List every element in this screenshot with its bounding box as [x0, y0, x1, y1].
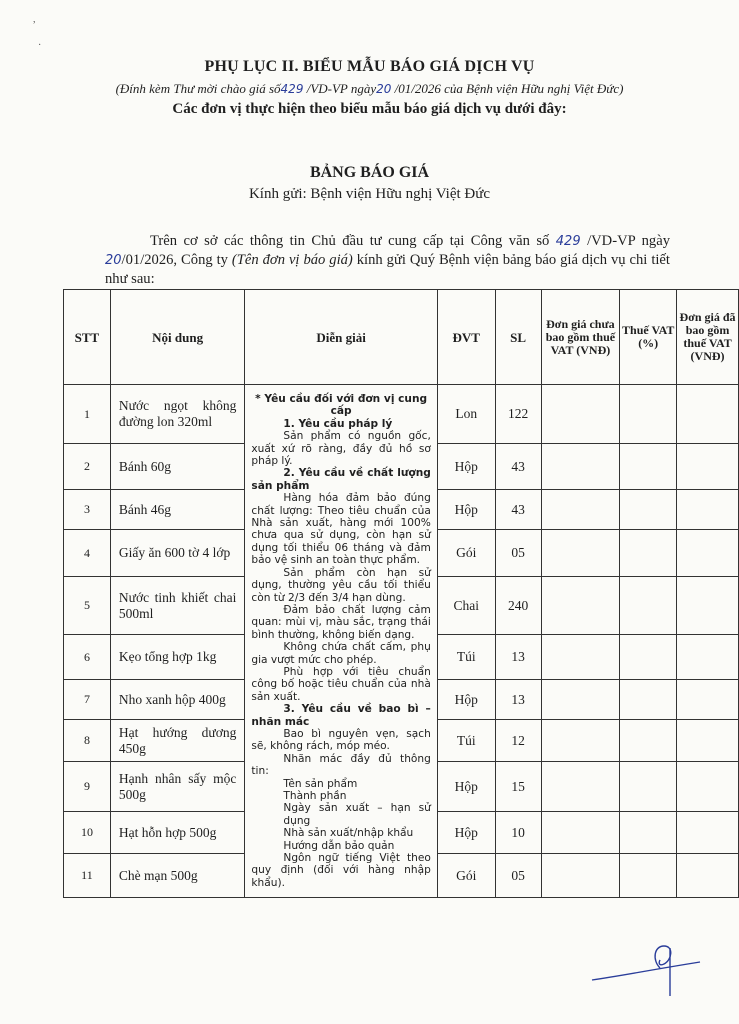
row-qty: 10 — [495, 812, 541, 854]
recipient-line: Kính gửi: Bệnh viện Hữu nghị Việt Đức — [248, 186, 491, 202]
unit-note: Các đơn vị thực hiện theo biểu mẫu báo giá dịch vụ dưới đây: — [172, 101, 567, 117]
row-price-inc-vat[interactable] — [677, 385, 739, 444]
row-vat[interactable] — [620, 635, 677, 680]
intro-handwritten-day: 20 — [105, 253, 122, 268]
row-price-ex-vat[interactable] — [541, 854, 620, 898]
header-content: Nội dung — [110, 290, 245, 385]
row-price-ex-vat[interactable] — [541, 635, 620, 680]
header-unit: ĐVT — [437, 290, 495, 385]
row-unit: Túi — [437, 720, 495, 762]
row-stt: 6 — [64, 635, 111, 680]
row-qty: 13 — [495, 680, 541, 720]
quote-board-title: BẢNG BÁO GIÁ — [309, 164, 430, 181]
row-price-ex-vat[interactable] — [541, 490, 620, 530]
header-stt: STT — [64, 290, 111, 385]
handwritten-doc-number: 429 — [280, 82, 304, 96]
row-qty: 43 — [495, 490, 541, 530]
row-stt: 10 — [64, 812, 111, 854]
appendix-subtitle: (Đính kèm Thư mời chào giá số429 /VD-VP ngày20 /01/2026 của Bệnh viện Hữu nghị Việt Đức) — [115, 81, 624, 96]
row-vat[interactable] — [620, 577, 677, 635]
row-price-inc-vat[interactable] — [677, 635, 739, 680]
row-vat[interactable] — [620, 720, 677, 762]
row-stt: 9 — [64, 762, 111, 812]
row-vat[interactable] — [620, 385, 677, 444]
row-qty: 13 — [495, 635, 541, 680]
row-name: Bánh 60g — [110, 444, 245, 490]
row-price-ex-vat[interactable] — [541, 762, 620, 812]
row-unit: Hộp — [437, 490, 495, 530]
row-qty: 122 — [495, 385, 541, 444]
row-unit: Hộp — [437, 444, 495, 490]
row-price-inc-vat[interactable] — [677, 854, 739, 898]
row-unit: Hộp — [437, 762, 495, 812]
row-name: Kẹo tổng hợp 1kg — [110, 635, 245, 680]
header-vat: Thuế VAT (%) — [620, 290, 677, 385]
appendix-title: PHỤ LỤC II. BIỂU MẪU BÁO GIÁ DỊCH VỤ — [204, 58, 535, 75]
requirements-description: * Yêu cầu đối với đơn vị cung cấp 1. Yêu cầu pháp lý Sản phẩm có nguồn gốc, xuất xứ rõ ràng, đầy đủ hồ sơ pháp lý. 2. Yêu cầu về chất lượng sản phẩm Hàng hóa đảm bảo đúng chất lượng: Theo tiêu chuẩn của Nhà sản xuất, hàng mới 100% chưa qua sử dụng, còn hạn sử dụng tối thiểu 06 tháng và đảm bảo vệ sinh an toàn thực phẩm. Sản phẩm còn hạn sử dụng, thường yêu cầu tối thiểu còn từ 2/3 đến 3/4 hạn dùng. Đảm bảo chất lượng cảm quan: mùi vị, màu sắc, trạng thái bình thường, không biến dạng. Không chứa chất cấm, phụ gia vượt mức cho phép. Phù hợp với tiêu chuẩn công bố hoặc tiêu chuẩn của nhà sản xuất. 3. Yêu cầu về bao bì – nhãn mác Bao bì nguyên vẹn, sạch sẽ, không rách, móp méo. Nhãn mác đầy đủ thông tin: Tên sản phẩm Thành phần Ngày sản xuất – hạn sử dụng Nhà sản xuất/nhập khẩu Hướng dẫn bảo quản Ngôn ngữ tiếng Việt theo quy định (đối với hàng nhập khẩu). — [245, 385, 437, 898]
row-name: Chè mạn 500g — [110, 854, 245, 898]
row-name: Nho xanh hộp 400g — [110, 680, 245, 720]
handwritten-day: 20 — [376, 82, 392, 96]
table-row — [64, 385, 739, 444]
row-stt: 11 — [64, 854, 111, 898]
row-vat[interactable] — [620, 680, 677, 720]
row-price-inc-vat[interactable] — [677, 720, 739, 762]
row-unit: Hộp — [437, 680, 495, 720]
row-qty: 43 — [495, 444, 541, 490]
row-unit: Chai — [437, 577, 495, 635]
row-price-ex-vat[interactable] — [541, 577, 620, 635]
quote-table — [63, 289, 739, 898]
row-name: Nước ngọt không đường lon 320ml — [110, 385, 245, 444]
row-vat[interactable] — [620, 812, 677, 854]
row-stt: 5 — [64, 577, 111, 635]
row-price-ex-vat[interactable] — [541, 530, 620, 577]
header-qty: SL — [495, 290, 541, 385]
row-vat[interactable] — [620, 530, 677, 577]
intro-paragraph: Trên cơ sở các thông tin Chủ đầu tư cung cấp tại Công văn số 429 /VD-VP ngày 20/01/2026, Công ty (Tên đơn vị báo giá) kính gửi Quý Bệnh viện bảng báo giá dịch vụ chi tiết như sau: — [105, 233, 671, 287]
row-unit: Hộp — [437, 812, 495, 854]
row-price-inc-vat[interactable] — [677, 577, 739, 635]
row-price-ex-vat[interactable] — [541, 385, 620, 444]
row-unit: Gói — [437, 854, 495, 898]
header-description: Diễn giải — [245, 290, 437, 385]
row-name: Nước tinh khiết chai 500ml — [110, 577, 245, 635]
row-price-inc-vat[interactable] — [677, 530, 739, 577]
row-stt: 3 — [64, 490, 111, 530]
header-price-ex-vat: Đơn giá chưa bao gồm thuế VAT (VNĐ) — [541, 290, 620, 385]
row-price-ex-vat[interactable] — [541, 812, 620, 854]
row-stt: 7 — [64, 680, 111, 720]
handwritten-signature — [590, 938, 710, 998]
row-stt: 1 — [64, 385, 111, 444]
row-price-ex-vat[interactable] — [541, 444, 620, 490]
row-qty: 05 — [495, 854, 541, 898]
row-vat[interactable] — [620, 854, 677, 898]
row-unit: Gói — [437, 530, 495, 577]
row-name: Hạnh nhân sấy mộc 500g — [110, 762, 245, 812]
table-header-row — [64, 290, 739, 385]
row-price-ex-vat[interactable] — [541, 720, 620, 762]
row-price-inc-vat[interactable] — [677, 762, 739, 812]
row-qty: 240 — [495, 577, 541, 635]
row-qty: 12 — [495, 720, 541, 762]
row-price-inc-vat[interactable] — [677, 680, 739, 720]
row-unit: Lon — [437, 385, 495, 444]
row-stt: 4 — [64, 530, 111, 577]
row-vat[interactable] — [620, 490, 677, 530]
row-qty: 05 — [495, 530, 541, 577]
row-price-inc-vat[interactable] — [677, 812, 739, 854]
intro-company-placeholder: (Tên đơn vị báo giá) — [231, 252, 353, 268]
row-stt: 8 — [64, 720, 111, 762]
row-name: Bánh 46g — [110, 490, 245, 530]
row-name: Giấy ăn 600 tờ 4 lớp — [110, 530, 245, 577]
row-name: Hạt hướng dương 450g — [110, 720, 245, 762]
header-price-inc-vat: Đơn giá đã bao gồm thuế VAT (VNĐ) — [677, 290, 739, 385]
row-unit: Túi — [437, 635, 495, 680]
row-name: Hạt hỗn hợp 500g — [110, 812, 245, 854]
row-stt: 2 — [64, 444, 111, 490]
row-vat[interactable] — [620, 444, 677, 490]
row-vat[interactable] — [620, 762, 677, 812]
row-price-inc-vat[interactable] — [677, 444, 739, 490]
row-qty: 15 — [495, 762, 541, 812]
row-price-inc-vat[interactable] — [677, 490, 739, 530]
intro-handwritten-number: 429 — [555, 234, 581, 249]
row-price-ex-vat[interactable] — [541, 680, 620, 720]
